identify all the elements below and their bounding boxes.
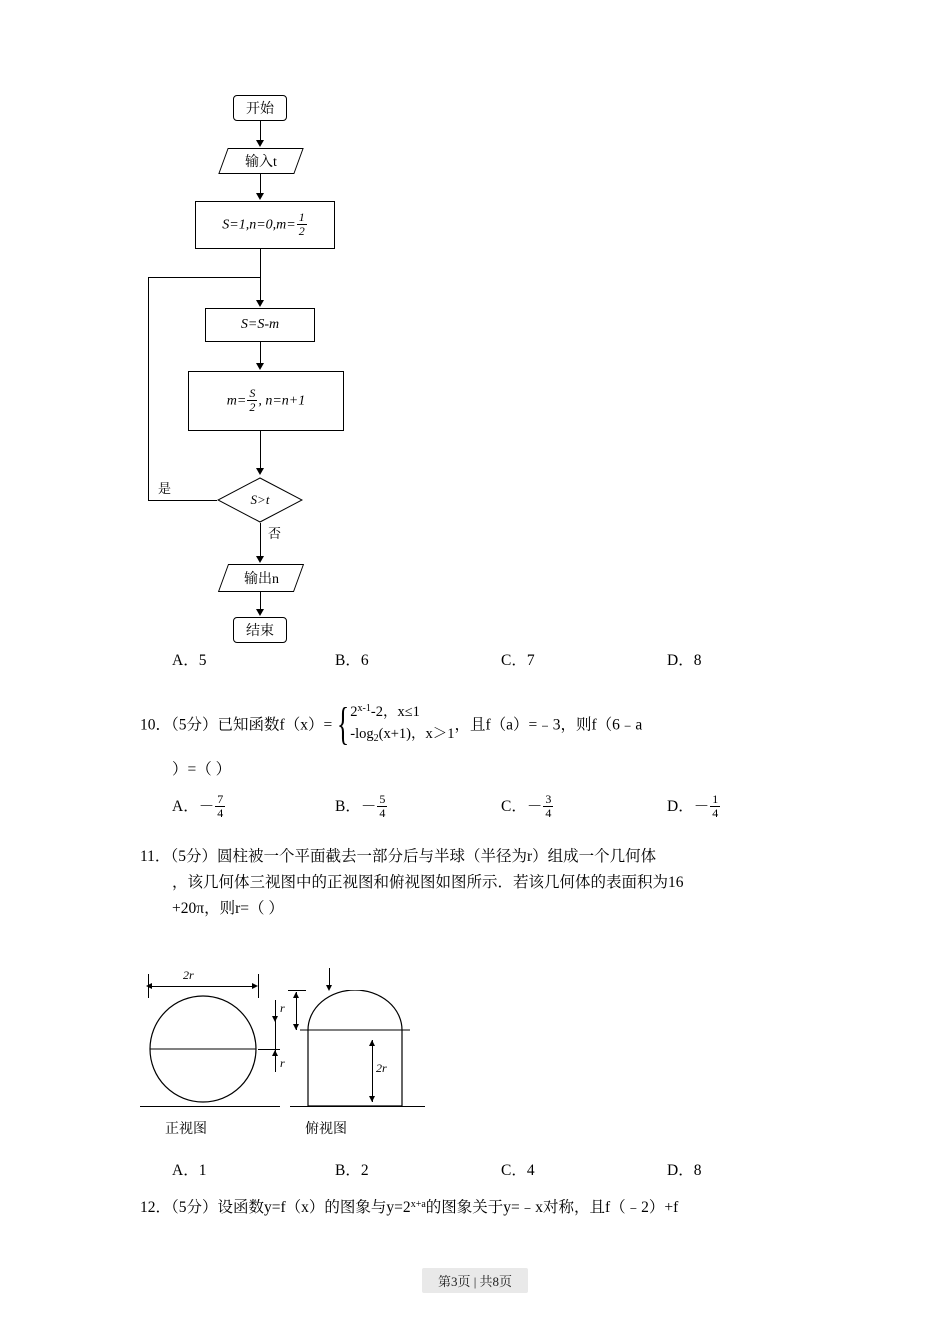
dimension-arrow: [293, 992, 299, 998]
q9-options-row: [172, 648, 852, 672]
question-10: [140, 700, 840, 752]
figure-guide: [288, 990, 306, 991]
fraction: $\frac{7}{4}$: [217, 792, 224, 820]
q12-exponent: x+a: [410, 1199, 426, 1210]
front-view-circle-icon: [148, 994, 258, 1104]
q9-option-c[interactable]: C．7: [501, 652, 535, 669]
figure-guide: [258, 1049, 280, 1050]
question-11: [140, 844, 860, 922]
three-view-figure: [120, 968, 600, 1148]
dimension-arrow: [146, 983, 152, 989]
q11-option-d[interactable]: D．8: [667, 1162, 702, 1179]
q9-option-d[interactable]: D．8: [667, 652, 702, 669]
q12-number: 12．: [140, 1199, 172, 1216]
dimension-line-2r-inner: [372, 1040, 373, 1102]
flow-connector: [260, 523, 261, 559]
flow-yes-label: 是: [158, 481, 172, 496]
fraction: $\frac{5}{4}$: [379, 792, 386, 820]
flow-arrow: [256, 193, 264, 200]
q11-option-c[interactable]: C．4: [501, 1162, 535, 1179]
q10-lead: 已知函数f（x）=: [217, 716, 333, 734]
dimension-arrow: [369, 1096, 375, 1102]
flow-end-label: 结束: [246, 624, 274, 639]
flow-node-init: [195, 201, 335, 249]
flow-arrow: [256, 609, 264, 616]
caption-front-view: 正视图: [165, 1122, 207, 1137]
left-brace-icon: {: [337, 698, 350, 749]
page-footer: [0, 1268, 950, 1293]
q10-case-1: 2$^{x-1}$-2，x≤1: [350, 703, 420, 720]
label-2r-top: 2r: [183, 968, 194, 982]
flow-node-end: [233, 617, 287, 643]
q12-score: （5分）: [171, 1199, 218, 1216]
q11-option-a[interactable]: A．1: [172, 1162, 207, 1179]
flow-arrow: [256, 556, 264, 563]
flow-node-output: [218, 564, 304, 592]
piecewise-cases: [350, 698, 454, 750]
figure-baseline: [140, 1106, 265, 1107]
figure-baseline: [290, 1106, 425, 1107]
flow-update-n-label: , n=n+1: [258, 393, 306, 409]
flow-arrow: [256, 363, 264, 370]
page-number-label: 第3页 | 共8页: [422, 1268, 528, 1293]
flow-connector: [148, 277, 260, 278]
q10-option-c[interactable]: C．－ $\frac{3}{4}$: [501, 792, 552, 820]
q11-line2: [172, 870, 860, 896]
q11-line1-text: 圆柱被一个平面截去一部分后与半球（半径为r）组成一个几何体: [216, 848, 657, 865]
dimension-arrow: [369, 1040, 375, 1046]
flow-no-label: 否: [268, 526, 282, 541]
q11-options-row: [172, 1158, 852, 1182]
q10-score: （5分）: [171, 716, 218, 734]
q10-options-row: [172, 794, 852, 834]
q12-text-pre: 设函数y=f（x）的图象与y=2: [217, 1199, 411, 1216]
top-view-shape-icon: [300, 990, 410, 1108]
piecewise-brace-group: [332, 698, 454, 750]
q10-line2: [172, 757, 231, 783]
q11-number: 11．: [140, 848, 171, 865]
flow-arrow: [256, 300, 264, 307]
q11-option-b[interactable]: B．2: [335, 1162, 369, 1179]
q11-line3-text: +20π，则r=（ ）: [172, 900, 284, 917]
q9-option-a[interactable]: A．5: [172, 652, 207, 669]
fraction: $\frac{1}{4}$: [712, 792, 719, 820]
q9-option-b[interactable]: B．6: [335, 652, 369, 669]
fraction-half: $\frac{1}{2}$: [298, 209, 305, 238]
flow-node-input: [218, 148, 303, 174]
flow-input-label: 输入t: [245, 155, 277, 170]
dimension-arrow: [272, 1050, 278, 1056]
figure-guide: [258, 974, 259, 998]
flow-init-label: S=1,n=0,m=: [222, 217, 296, 233]
q10-line2-text: ）=（ ）: [172, 761, 232, 778]
flow-node-decision: [217, 477, 303, 523]
dimension-arrow: [252, 983, 258, 989]
dimension-line-r: [275, 1000, 276, 1072]
flow-arrow: [256, 140, 264, 147]
label-2r-inner: 2r: [376, 1061, 387, 1075]
q11-line3: [172, 896, 860, 922]
q10-option-b[interactable]: B．－ $\frac{5}{4}$: [335, 792, 386, 820]
q11-line1: [140, 844, 860, 870]
label-r-right: r: [280, 1056, 285, 1070]
fraction: $\frac{3}{4}$: [545, 792, 552, 820]
dimension-arrow: [272, 1016, 278, 1022]
q12-text-post: 的图象关于y=﹣x对称，且f（﹣2）+f: [425, 1199, 679, 1216]
q10-tail: ，且f（a）=﹣3，则f（6﹣a: [454, 716, 643, 734]
q11-score: （5分）: [170, 848, 217, 865]
question-12: [140, 1192, 860, 1221]
flow-node-assign: [205, 308, 315, 342]
flow-node-start: [233, 95, 287, 121]
q10-number: 10．: [140, 716, 172, 734]
dimension-arrow: [326, 985, 332, 991]
flowchart-diagram: [140, 95, 560, 640]
dimension-arrow: [293, 1024, 299, 1030]
flow-connector: [148, 500, 217, 501]
q10-option-a[interactable]: A．－ $\frac{7}{4}$: [172, 792, 224, 820]
flow-connector: [260, 431, 261, 471]
flow-update-m-label: m=: [226, 393, 247, 409]
flow-arrow: [256, 468, 264, 475]
flow-node-update: [188, 371, 344, 431]
flow-output-label: 输出n: [243, 572, 279, 587]
q10-option-d[interactable]: D．－ $\frac{1}{4}$: [667, 792, 719, 820]
fraction-s-over-2: $\frac{S}{2}$: [249, 385, 256, 414]
q11-line2-text: ，该几何体三视图中的正视图和俯视图如图所示．若该几何体的表面积为16: [172, 874, 684, 891]
q10-case-2: $-\log_2(x+1)$，x＞1: [350, 726, 455, 744]
dimension-line-2r: [150, 986, 256, 987]
flow-decision-label: S>t: [250, 492, 270, 507]
flow-connector: [260, 249, 261, 303]
flow-connector: [148, 277, 149, 500]
caption-top-view: 俯视图: [305, 1122, 347, 1137]
flow-assign-label: S=S-m: [240, 317, 280, 332]
flow-start-label: 开始: [246, 102, 274, 117]
label-r-left: r: [280, 1001, 285, 1015]
